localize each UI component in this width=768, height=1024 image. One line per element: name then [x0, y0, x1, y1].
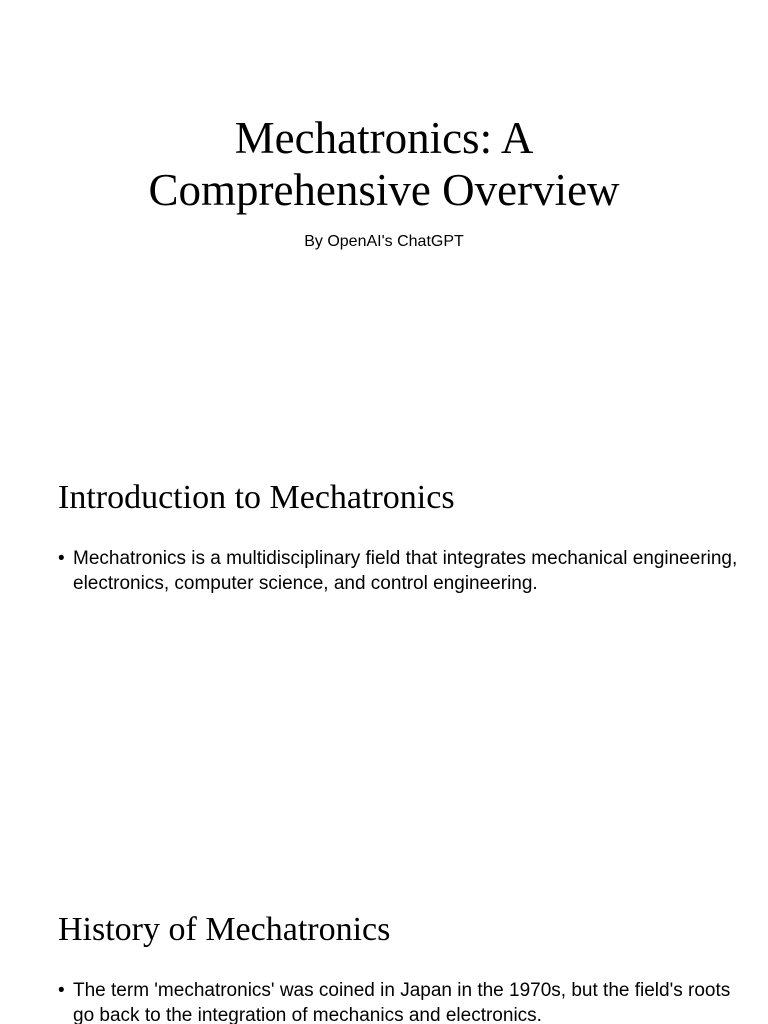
section-heading: History of Mechatronics	[58, 911, 391, 948]
bullet-item	[58, 546, 738, 596]
section-history	[58, 910, 738, 1024]
bullet-item	[58, 978, 738, 1024]
bullet-dot-icon: •	[58, 980, 65, 1001]
section-heading: Introduction to Mechatronics	[58, 479, 455, 516]
title-line-2: Comprehensive Overview	[148, 165, 620, 215]
document-subtitle: By OpenAI's ChatGPT	[304, 233, 464, 250]
title-line-1: Mechatronics: A	[234, 113, 534, 163]
title-slide	[0, 112, 768, 252]
bullet-dot-icon: •	[58, 548, 65, 569]
bullet-text: Mechatronics is a multidisciplinary field that integrates mechanical engineering, electronics, computer science, and control engineering.	[73, 548, 738, 594]
document-title	[0, 112, 768, 216]
bullet-text: The term 'mechatronics' was coined in Japan in the 1970s, but the field's roots go back to the integration of mechanics and electronics.	[73, 980, 731, 1024]
section-introduction	[58, 478, 738, 596]
